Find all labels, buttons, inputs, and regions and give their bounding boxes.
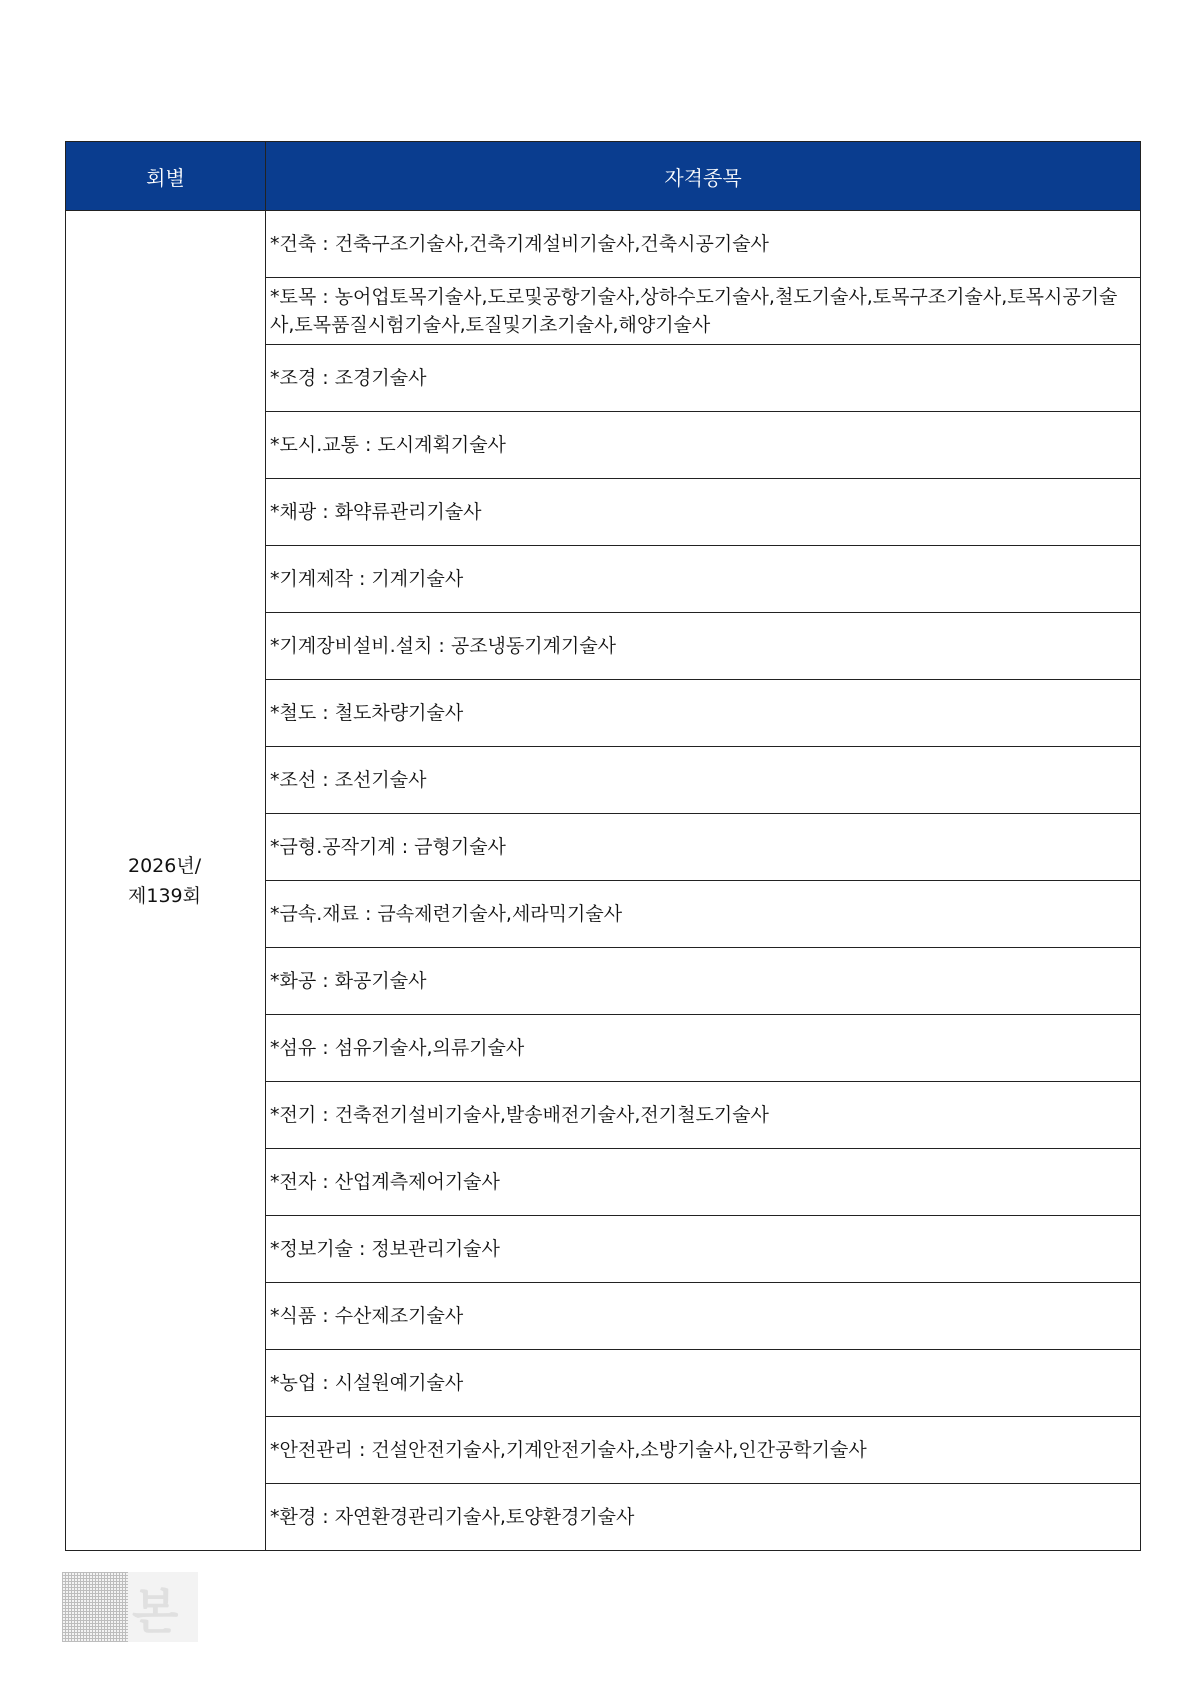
qualification-item: *조경 : 조경기술사 xyxy=(266,345,1141,412)
qualification-item: *철도 : 철도차량기술사 xyxy=(266,680,1141,747)
qualification-schedule-table xyxy=(65,141,1141,1551)
qualification-item: *식품 : 수산제조기술사 xyxy=(266,1283,1141,1350)
qualification-item: *기계장비설비.설치 : 공조냉동기계기술사 xyxy=(266,613,1141,680)
qualification-item: *도시.교통 : 도시계획기술사 xyxy=(266,412,1141,479)
qualification-item: *섬유 : 섬유기술사,의류기술사 xyxy=(266,1015,1141,1082)
qualification-item: *채광 : 화약류관리기술사 xyxy=(266,479,1141,546)
watermark-pattern-icon xyxy=(62,1572,128,1642)
qualification-item: *토목 : 농어업토목기술사,도로및공항기술사,상하수도기술사,철도기술사,토목구조기술사,토목시공기술사,토목품질시험기술사,토질및기초기술사,해양기술사 xyxy=(266,278,1141,345)
table-body xyxy=(66,211,1141,1551)
header-round: 회별 xyxy=(66,142,266,211)
header-qualification: 자격종목 xyxy=(266,142,1141,211)
watermark-text: 본 xyxy=(132,1583,179,1640)
round-year: 2026년/ xyxy=(128,854,202,877)
table-header-row xyxy=(66,142,1141,211)
round-number: 제139회 xyxy=(128,884,201,907)
table-row xyxy=(66,211,1141,278)
qualification-item: *화공 : 화공기술사 xyxy=(266,948,1141,1015)
qualification-item: *환경 : 자연환경관리기술사,토양환경기술사 xyxy=(266,1484,1141,1551)
qualification-item: *기계제작 : 기계기술사 xyxy=(266,546,1141,613)
qualification-item: *정보기술 : 정보관리기술사 xyxy=(266,1216,1141,1283)
qualification-item: *금형.공작기계 : 금형기술사 xyxy=(266,814,1141,881)
round-cell xyxy=(66,211,266,1551)
qualification-item: *금속.재료 : 금속제련기술사,세라믹기술사 xyxy=(266,881,1141,948)
qualification-item: *농업 : 시설원예기술사 xyxy=(266,1350,1141,1417)
watermark xyxy=(62,1572,198,1642)
qualification-item: *전기 : 건축전기설비기술사,발송배전기술사,전기철도기술사 xyxy=(266,1082,1141,1149)
qualification-item: *전자 : 산업계측제어기술사 xyxy=(266,1149,1141,1216)
qualification-item: *건축 : 건축구조기술사,건축기계설비기술사,건축시공기술사 xyxy=(266,211,1141,278)
qualification-item: *조선 : 조선기술사 xyxy=(266,747,1141,814)
qualification-item: *안전관리 : 건설안전기술사,기계안전기술사,소방기술사,인간공학기술사 xyxy=(266,1417,1141,1484)
